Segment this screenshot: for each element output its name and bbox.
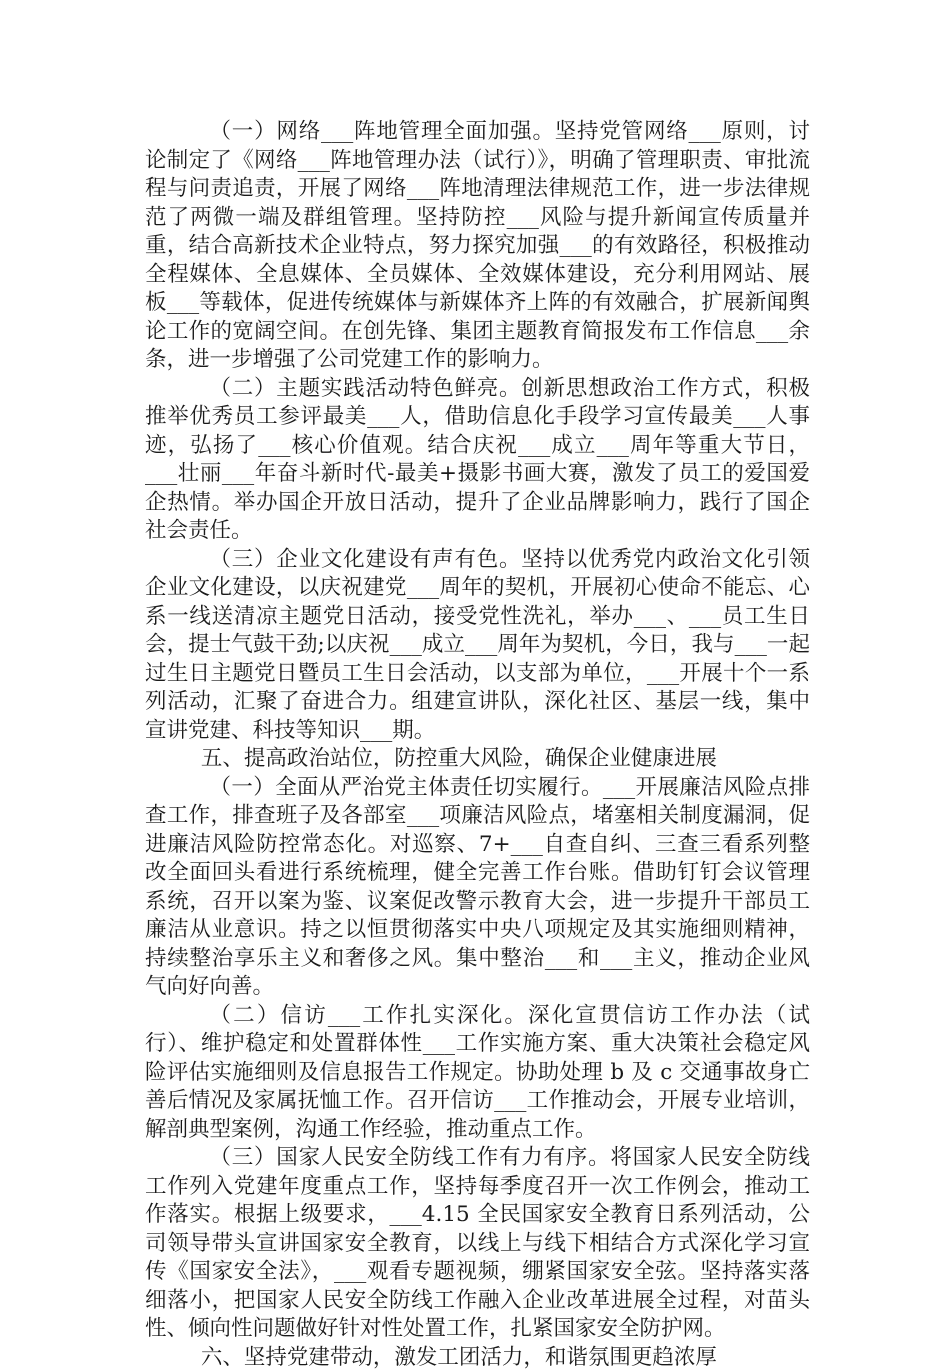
document-page (145, 118, 810, 1372)
paragraph-petition-work: （二）信访___工作扎实深化。深化宣贯信访工作办法（试行）、维护稳定和处置群体性___工作实施方案、重大决策社会稳定风险评估实施细则及信息报告工作规定。协助处理 b 及 c 交通事故身亡善后情况及家属抚恤工作。召开信访___工作推动会，开展专业培训，解剖典型案例，沟通工作经验，推动重点工作。 (145, 1002, 810, 1145)
section-heading-five: 五、提高政治站位，防控重大风险，确保企业健康进展 (145, 745, 810, 774)
paragraph-network-position: （一）网络___阵地管理全面加强。坚持党管网络___原则，讨论制定了《网络___阵地管理办法（试行）》，明确了管理职责、审批流程与问责追责，开展了网络___阵地清理法律规范工作，进一步法律规范了两微一端及群组管理。坚持防控___风险与提升新闻宣传质量并重，结合高新技术企业特点，努力探究加强___的有效路径，积极推动全程媒体、全息媒体、全员媒体、全效媒体建设，充分利用网站、展板___等载体，促进传统媒体与新媒体齐上阵的有效融合，扩展新闻舆论工作的宽阔空间。在创先锋、集团主题教育简报发布工作信息___余条，进一步增强了公司党建工作的影响力。 (145, 118, 810, 375)
paragraph-national-security: （三）国家人民安全防线工作有力有序。将国家人民安全防线工作列入党建年度重点工作，坚持每季度召开一次工作例会，推动工作落实。根据上级要求，___4.15 全民国家安全教育日系列活动，公司领导带头宣讲国家安全教育，以线上与线下相结合方式深化学习宣传《国家安全法》，___观看专题视频，绷紧国家安全弦。坚持落实落细落小，把国家人民安全防线工作融入企业改革进展全过程，对苗头性、倾向性问题做好针对性处置工作，扎紧国家安全防护网。 (145, 1144, 810, 1344)
section-heading-six: 六、坚持党建带动，激发工团活力，和谐氛围更趋浓厚 (145, 1344, 810, 1372)
paragraph-theme-practice: （二）主题实践活动特色鲜亮。创新思想政治工作方式，积极推举优秀员工参评最美___人，借助信息化手段学习宣传最美___人事迹，弘扬了___核心价值观。结合庆祝___成立___周年等重大节日，___壮丽___年奋斗新时代-最美+摄影书画大赛，激发了员工的爱国爱企热情。举办国企开放日活动，提升了企业品牌影响力，践行了国企社会责任。 (145, 375, 810, 546)
paragraph-corporate-culture: （三）企业文化建设有声有色。坚持以优秀党内政治文化引领企业文化建设，以庆祝建党___周年的契机，开展初心使命不能忘、心系一线送清凉主题党日活动，接受党性洗礼，举办___、___员工生日会，提士气鼓干劲;以庆祝___成立___周年为契机，今日，我与___一起过生日主题党日暨员工生日会活动，以支部为单位，___开展十个一系列活动，汇聚了奋进合力。组建宣讲队，深化社区、基层一线，集中宣讲党建、科技等知识___期。 (145, 546, 810, 746)
paragraph-party-governance: （一）全面从严治党主体责任切实履行。___开展廉洁风险点排查工作，排查班子及各部室___项廉洁风险点，堵塞相关制度漏洞，促进廉洁风险防控常态化。对巡察、7+___自查自纠、三查三看系列整改全面回头看进行系统梳理，健全完善工作台账。借助钉钉会议管理系统，召开以案为鉴、议案促改警示教育大会，进一步提升干部员工廉洁从业意识。持之以恒贯彻落实中央八项规定及其实施细则精神，持续整治享乐主义和奢侈之风。集中整治___和___主义，推动企业风气向好向善。 (145, 774, 810, 1002)
